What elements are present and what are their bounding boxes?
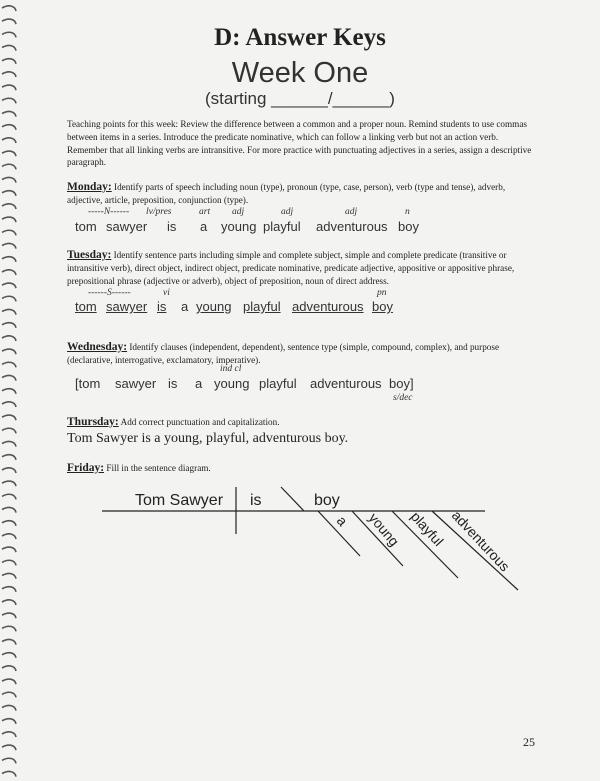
monday-label: adj bbox=[281, 207, 294, 217]
wednesday-word: a bbox=[195, 376, 203, 391]
tuesday-word: boy bbox=[372, 299, 393, 314]
starting-date: (starting ______/______) bbox=[205, 89, 395, 108]
diagram-verb: is bbox=[250, 492, 262, 509]
tuesday-heading: Tuesday: bbox=[67, 249, 112, 261]
thursday-sentence: Tom Sawyer is a young, playful, adventurous boy. bbox=[67, 431, 349, 446]
thursday-text: Add correct punctuation and capitalization. bbox=[120, 417, 280, 427]
wednesday-word: is bbox=[168, 376, 178, 391]
tuesday-text: Identify sentence parts including simple and complete subject, simple and complete predicate (transitive or intransitive verb), direct object, indirect object, predicate nominative, predicate adjective, appositive or appositive phrase, prepositional phrase (adjective or adverb), object of preposition, noun of direct address. bbox=[67, 250, 515, 286]
tuesday-word: playful bbox=[243, 299, 281, 314]
monday-label: -----N------ bbox=[88, 207, 130, 217]
diagram-modifier: adventurous bbox=[448, 507, 514, 575]
monday-label: adj bbox=[345, 207, 358, 217]
wednesday-clause-label: ind cl bbox=[220, 364, 242, 374]
tuesday-word: is bbox=[157, 299, 167, 314]
wednesday-word: adventurous bbox=[310, 376, 382, 391]
tuesday-word: young bbox=[196, 299, 232, 314]
tuesday-word: sawyer bbox=[106, 299, 148, 314]
monday-heading: Monday: bbox=[67, 181, 112, 193]
monday-word: a bbox=[200, 219, 208, 234]
diagram-subject: Tom Sawyer bbox=[135, 492, 224, 509]
thursday-heading: Thursday: bbox=[67, 416, 119, 428]
monday-word: tom bbox=[75, 219, 97, 234]
monday-label: art bbox=[199, 207, 211, 217]
monday-text: Identify parts of speech including noun (type), pronoun (type, case, person), verb (type and tense), adverb, adjective, article, preposition, conjunction (type). bbox=[67, 182, 506, 205]
tuesday-label: ------S------ bbox=[88, 288, 131, 298]
monday-word: adventurous bbox=[316, 219, 388, 234]
diagram-complement: boy bbox=[314, 492, 340, 509]
wednesday-heading: Wednesday: bbox=[67, 341, 128, 353]
wednesday-word: [tom bbox=[75, 376, 101, 391]
wednesday-word: young bbox=[214, 376, 250, 391]
diagram-modifier: young bbox=[365, 509, 403, 550]
diagram-modifier: playful bbox=[407, 508, 447, 550]
tuesday-word: tom bbox=[75, 299, 97, 314]
monday-word: boy bbox=[398, 219, 419, 234]
monday-word: sawyer bbox=[106, 219, 148, 234]
monday-label: lv/pres bbox=[146, 207, 172, 217]
friday-heading: Friday: bbox=[67, 462, 105, 474]
monday-word: is bbox=[167, 219, 177, 234]
diagram-complement-divider bbox=[281, 487, 304, 511]
tuesday-label: pn bbox=[377, 288, 387, 298]
wednesday-type-label: s/dec bbox=[393, 393, 413, 403]
wednesday-word: boy] bbox=[389, 376, 414, 391]
tuesday-word: adventurous bbox=[292, 299, 364, 314]
week-title: Week One bbox=[231, 57, 369, 89]
monday-word: young bbox=[221, 219, 257, 234]
page-title: D: Answer Keys bbox=[214, 24, 386, 51]
wednesday-word: sawyer bbox=[115, 376, 157, 391]
tuesday-word: a bbox=[181, 299, 189, 314]
monday-word: playful bbox=[263, 219, 301, 234]
friday-text: Fill in the sentence diagram. bbox=[106, 463, 211, 473]
page-number: 25 bbox=[523, 735, 535, 749]
wednesday-word: playful bbox=[259, 376, 297, 391]
tuesday-label: vi bbox=[163, 288, 170, 298]
wednesday-text: Identify clauses (independent, dependent), sentence type (simple, compound, complex), and purpose (declarative, interrogative, exclamatory, imperative). bbox=[67, 342, 500, 365]
diagram-modifier: a bbox=[333, 512, 351, 529]
monday-label: adj bbox=[232, 207, 245, 217]
teaching-points: Teaching points for this week: Review the difference between a common and a proper noun. Remind students to use commas between items in a series. Introduce the predicate nominative, which can follow a linking verb but not an action verb. Remember that all linking verbs are intransitive. For more practice with punctuating adjectives in a series, assign a descriptive paragraph. bbox=[67, 119, 532, 168]
monday-label: n bbox=[405, 207, 410, 217]
